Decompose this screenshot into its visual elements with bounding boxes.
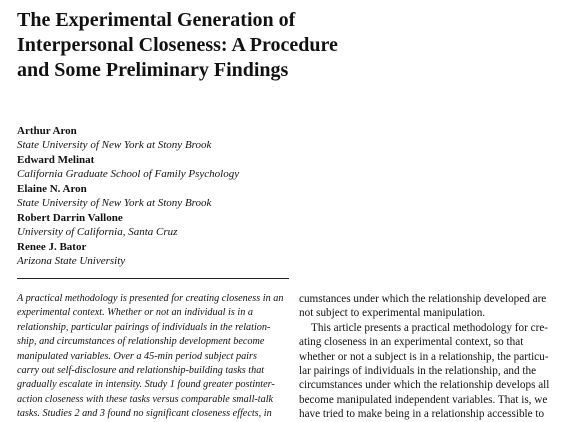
abstract-line: ship, and circumstances of relationship development become xyxy=(17,336,265,348)
author-affiliation: California Graduate School of Family Psychology xyxy=(17,168,240,180)
body-text-column xyxy=(299,292,580,421)
abstract-line: action closeness with these tasks versus comparable small-talk xyxy=(17,393,274,405)
author-affiliation: Arizona State University xyxy=(17,255,126,267)
abstract-line: gradually escalate in intensity. Study 1 found greater postinter- xyxy=(17,379,275,391)
body-line: whether or not a subject is in a relationship, the particu- xyxy=(299,350,549,363)
abstract-line: relationship, particular pairings of individuals in the relation- xyxy=(17,321,271,333)
body-line: cumstances under which the relationship developed are xyxy=(299,293,547,305)
abstract xyxy=(17,292,291,420)
author-name: Robert Darrin Vallone xyxy=(17,212,123,224)
author-name: Elaine N. Aron xyxy=(17,183,87,195)
body-line: ating closeness in an experimental context, so that xyxy=(299,336,524,349)
author-entry xyxy=(17,183,317,212)
abstract-line: A practical methodology is presented for creating closeness in an xyxy=(17,293,284,304)
section-divider xyxy=(17,278,289,279)
body-line: become manipulated independent variables. That is, we xyxy=(299,393,548,406)
title-line: The Experimental Generation of xyxy=(17,9,296,31)
title-line: and Some Preliminary Findings xyxy=(17,59,289,81)
author-entry xyxy=(17,241,317,270)
author-entry xyxy=(17,125,317,154)
author-name: Edward Melinat xyxy=(17,154,95,166)
author-affiliation: State University of New York at Stony Brook xyxy=(17,197,212,209)
abstract-line: carry out self-disclosure and relationship-building tasks that xyxy=(17,365,265,377)
paper-title xyxy=(17,8,417,83)
abstract-line: experimental context. Whether or not an individual is in a xyxy=(17,307,253,319)
body-line: have tried to make being in a relationship accessible to xyxy=(299,408,545,421)
author-name: Renee J. Bator xyxy=(17,241,87,253)
title-line: Interpersonal Closeness: A Procedure xyxy=(17,34,338,56)
body-line: not subject to experimental manipulation. xyxy=(299,307,486,320)
author-affiliation: State University of New York at Stony Brook xyxy=(17,139,212,151)
abstract-line: manipulated variables. Over a 45-min period subject pairs xyxy=(17,350,257,362)
body-line: circumstances under which the relationship develops all xyxy=(299,379,550,392)
body-line: This article presents a practical methodology for cre- xyxy=(311,321,549,334)
author-name: Arthur Aron xyxy=(17,125,77,137)
author-list xyxy=(17,125,317,270)
author-affiliation: University of California, Santa Cruz xyxy=(17,226,178,238)
body-line: lar pairings of individuals in the relationship, and the xyxy=(299,365,537,378)
author-entry xyxy=(17,154,317,183)
abstract-line: tasks. Studies 2 and 3 found no significant closeness effects, in xyxy=(17,408,272,420)
author-entry xyxy=(17,212,317,241)
